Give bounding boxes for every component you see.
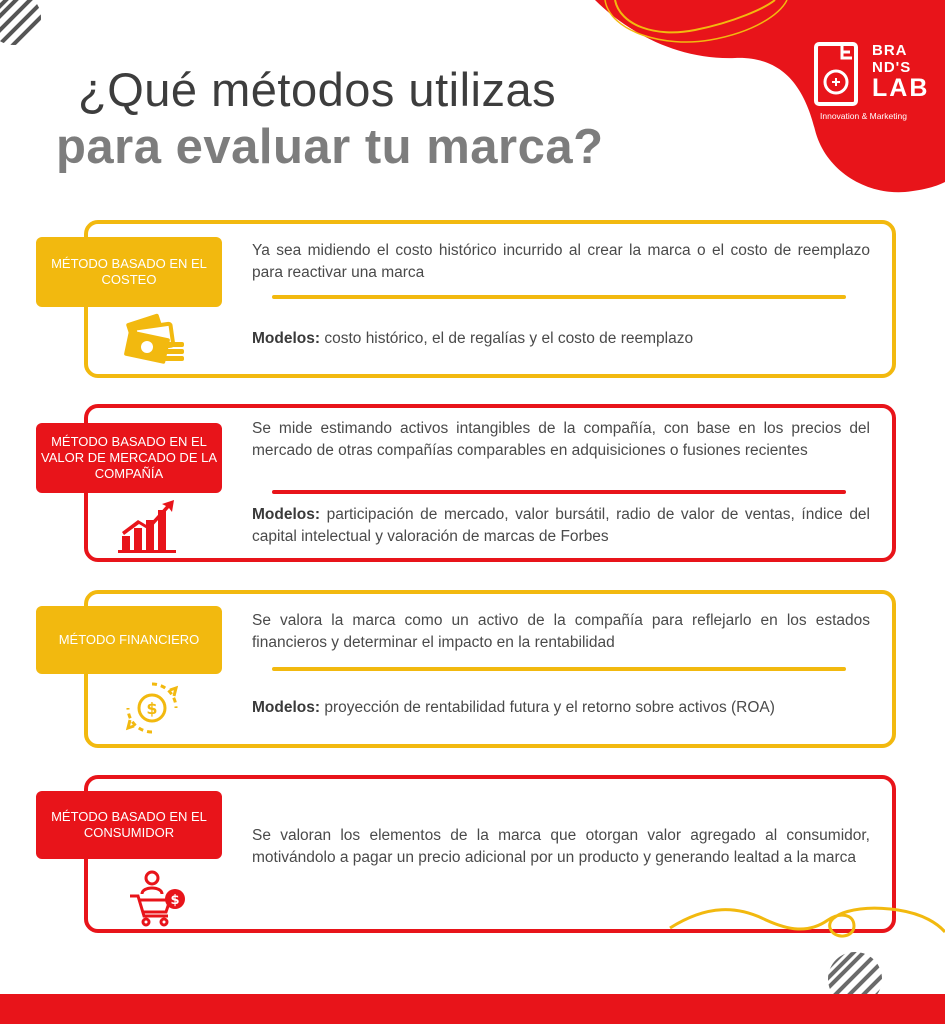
svg-text:$: $ <box>170 893 180 908</box>
logo-key-icon <box>812 38 868 108</box>
method-models-mercado <box>252 504 870 548</box>
method-description-mercado: Se mide estimando activos intangibles de la compañía, con base en los precios del mercado de otras compañías comparables en adquisiciones o fusiones recientes <box>252 420 870 459</box>
dollar-gear-icon <box>124 680 180 736</box>
title-line2: para evaluar tu marca? <box>56 120 604 174</box>
method-description-consumidor: Se valoran los elementos de la marca que otorgan valor agregado al consumidor, motivándolo a pagar un precio adicional por un producto y generando lealtad a la marca <box>252 827 870 866</box>
logo-line2: ND'S <box>872 59 912 76</box>
brands-lab-logo <box>812 38 930 122</box>
page-title <box>56 62 756 176</box>
models-label: Modelos: <box>252 330 321 347</box>
logo-tagline: Innovation & Marketing <box>820 111 907 121</box>
method-models-financiero <box>252 697 870 719</box>
models-text: participación de mercado, valor bursátil, radio de valor de ventas, índice del capital intelectual y valoración de marcas de Forbes <box>252 506 870 545</box>
money-icon <box>118 312 190 368</box>
method-tag-consumidor: MÉTODO BASADO EN EL CONSUMIDOR <box>36 791 222 859</box>
method-models-costeo <box>252 328 870 350</box>
method-tag-financiero: MÉTODO FINANCIERO <box>36 606 222 674</box>
models-text: proyección de rentabilidad futura y el retorno sobre activos (ROA) <box>320 699 775 716</box>
striped-circle-decoration <box>0 0 42 48</box>
bottom-bar <box>0 994 945 1024</box>
svg-text:$: $ <box>146 699 158 718</box>
method-divider-mercado <box>272 490 846 494</box>
method-description-financiero: Se valora la marca como un activo de la compañía para reflejarlo en los estados financieros y determinar el impacto en la rentabilidad <box>252 612 870 651</box>
method-tag-mercado: MÉTODO BASADO EN EL VALOR DE MERCADO DE LA COMPAÑÍA <box>36 423 222 493</box>
title-line1: ¿Qué métodos utilizas <box>78 63 557 116</box>
shopping-cart-icon <box>128 866 190 928</box>
models-label: Modelos: <box>252 699 321 716</box>
method-divider-costeo <box>272 295 846 299</box>
logo-line1: BRA <box>872 42 908 59</box>
method-description-costeo: Ya sea midiendo el costo histórico incurrido al crear la marca o el costo de reemplazo para reactivar una marca <box>252 242 870 281</box>
logo-lab: LAB <box>872 74 930 102</box>
method-tag-costeo: MÉTODO BASADO EN EL COSTEO <box>36 237 222 307</box>
growth-chart-icon <box>118 498 180 554</box>
models-label: Modelos: <box>252 506 321 523</box>
logo-wordmark <box>872 42 911 76</box>
method-divider-financiero <box>272 667 846 671</box>
yellow-curve-decoration <box>668 900 945 970</box>
models-text: costo histórico, el de regalías y el costo de reemplazo <box>320 330 694 347</box>
